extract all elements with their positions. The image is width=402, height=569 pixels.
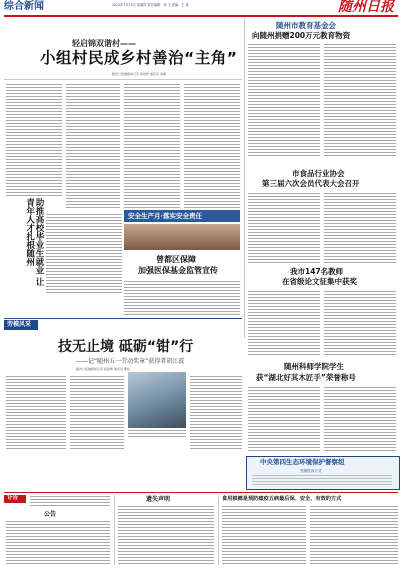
right-top-headline-2: 向随州捐赠200万元教育物资 <box>252 31 351 40</box>
right-mid2-headline-1: 我市147名教师 <box>290 267 344 276</box>
right-lower-headline-1: 随州科师学院学生 <box>284 362 344 371</box>
right-mid2-body-1 <box>248 291 320 355</box>
footer-right-title: 食用槟榔是预防瘟疫五病最后保、安全、有效的方式 <box>222 496 342 502</box>
center-headline-2: 加强医保基金监管宣传 <box>138 266 218 275</box>
footer-right-body-1 <box>222 506 306 565</box>
feature-subhead: ——记“随州五一劳动奖章”获得者胡江波 <box>76 358 185 365</box>
right-mid2-headline-2: 在省级论文征集中获奖 <box>282 277 357 286</box>
main-body-col-4 <box>184 84 240 210</box>
center-headline-1: 曾都区保障 <box>156 255 196 264</box>
footer-right-body-2 <box>310 506 398 565</box>
feature-tab-label: 劳模风采 <box>7 321 32 328</box>
footer-notice-tag-label: 讣告 <box>7 495 19 501</box>
main-kicker: 轻启锦双谐村—— <box>72 39 136 48</box>
main-body-col-1 <box>6 84 62 196</box>
side-vertical-headline: 助推高校毕业生就业 让青年人才扎根随州 <box>24 198 44 286</box>
right-mid-body-1 <box>248 193 320 263</box>
main-byline: 随州日报融媒体记者 杨建勇 通讯员 刘渊 <box>112 72 166 76</box>
main-body-col-2 <box>66 84 120 210</box>
right-mid2-body-2 <box>324 291 396 355</box>
side-story-body <box>46 214 122 294</box>
footer-notice-strip <box>30 496 110 508</box>
footer-col-divider-2 <box>218 495 219 565</box>
right-lower-headline-2: 获“湖北好其木匠手”荣誉称号 <box>256 373 356 382</box>
masthead-logo: 随州日报 <box>338 0 394 15</box>
right-mid-headline-1: 市食品行业协会 <box>292 169 345 178</box>
right-lower-body-2 <box>324 387 396 451</box>
right-column-divider <box>244 18 245 338</box>
feature-body-2 <box>70 376 124 450</box>
right-lower-body-1 <box>248 387 320 451</box>
footer-rule <box>4 492 398 493</box>
section-label: 综合新闻 <box>4 1 44 12</box>
right-mid-headline-2: 第三届六次会员代表大会召开 <box>262 179 360 188</box>
footer-mid-title: 遗失声明 <box>146 496 171 503</box>
inspection-box-body <box>252 475 392 485</box>
feature-body-3 <box>190 376 242 450</box>
footer-left-title: 公告 <box>44 511 57 518</box>
inspection-box-subtitle: 受理投诉方式 <box>300 469 322 473</box>
feature-photo <box>128 372 186 428</box>
feature-byline: 随州日报融媒体记者 杨建勇 通讯员 曹斌 <box>76 367 130 371</box>
center-photo <box>124 224 240 250</box>
footer-col-divider-1 <box>114 495 115 565</box>
feature-top-rule <box>4 318 242 319</box>
safety-banner-text: 安全生产月·落实安全责任 <box>128 212 202 220</box>
right-top-body-2 <box>324 44 396 158</box>
right-top-body-1 <box>248 44 320 158</box>
feature-headline: 技无止境 砥砺“钳”行 <box>58 339 194 355</box>
footer-left-body <box>6 521 110 565</box>
main-headline: 小组村民成乡村善治“主角” <box>40 49 238 67</box>
feature-photo-caption <box>128 430 186 438</box>
right-top-headline-1: 随州市教育基金会 <box>276 21 336 30</box>
center-story-body <box>124 281 240 315</box>
main-body-col-3 <box>124 84 180 210</box>
masthead-rule <box>4 15 398 17</box>
inspection-box-title: 中央第四生态环境保护督察组 <box>260 458 345 466</box>
right-mid-body-2 <box>324 193 396 263</box>
footer-mid-body <box>118 506 214 565</box>
main-divider <box>4 79 242 80</box>
masthead-meta: 2023年7月13日 星期四 责任编辑：刘 飞 美编：王 欢 <box>112 3 189 7</box>
feature-body-1 <box>6 376 66 450</box>
